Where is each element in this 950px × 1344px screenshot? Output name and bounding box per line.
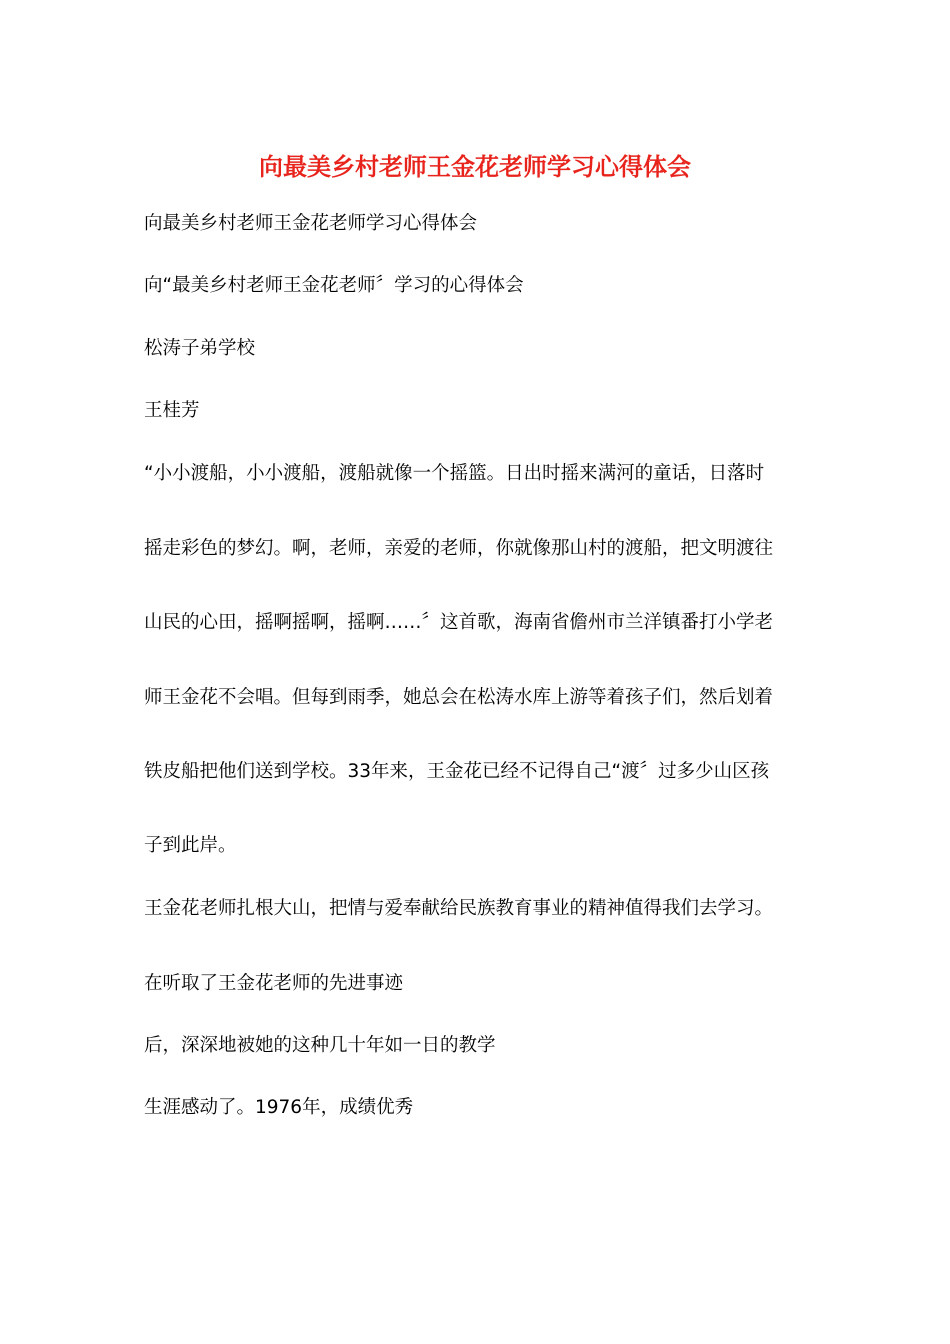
- heading-line: 向“最美乡村老师王金花老师〞学习的心得体会: [144, 275, 524, 296]
- body-line: 铁皮船把他们送到学校。33年来，王金花已经不记得自己“渡〞过多少山区孩: [144, 761, 770, 782]
- body-line: 摇走彩色的梦幻。啊，老师，亲爱的老师，你就像那山村的渡船，把文明渡往: [144, 538, 774, 559]
- body-line: 师王金花不会唱。但每到雨季，她总会在松涛水库上游等着孩子们，然后划着: [144, 687, 774, 708]
- school-name: 松涛子弟学校: [144, 338, 256, 359]
- body-line: 子到此岸。: [144, 835, 237, 856]
- body-line: 在听取了王金花老师的先进事迹: [144, 973, 404, 994]
- subtitle-line: 向最美乡村老师王金花老师学习心得体会: [144, 213, 478, 234]
- body-line: 后，深深地被她的这种几十年如一日的教学: [144, 1035, 496, 1056]
- author-name: 王桂芳: [144, 400, 200, 421]
- body-line: 生涯感动了。1976年，成绩优秀: [144, 1097, 414, 1118]
- body-line: “小小渡船，小小渡船，渡船就像一个摇篮。日出时摇来满河的童话，日落时: [144, 463, 765, 484]
- document-title: 向最美乡村老师王金花老师学习心得体会: [259, 152, 691, 181]
- body-line: 山民的心田，摇啊摇啊，摇啊……〞这首歌，海南省儋州市兰洋镇番打小学老: [144, 612, 774, 633]
- body-line: 王金花老师扎根大山，把情与爱奉献给民族教育事业的精神值得我们去学习。: [144, 898, 774, 919]
